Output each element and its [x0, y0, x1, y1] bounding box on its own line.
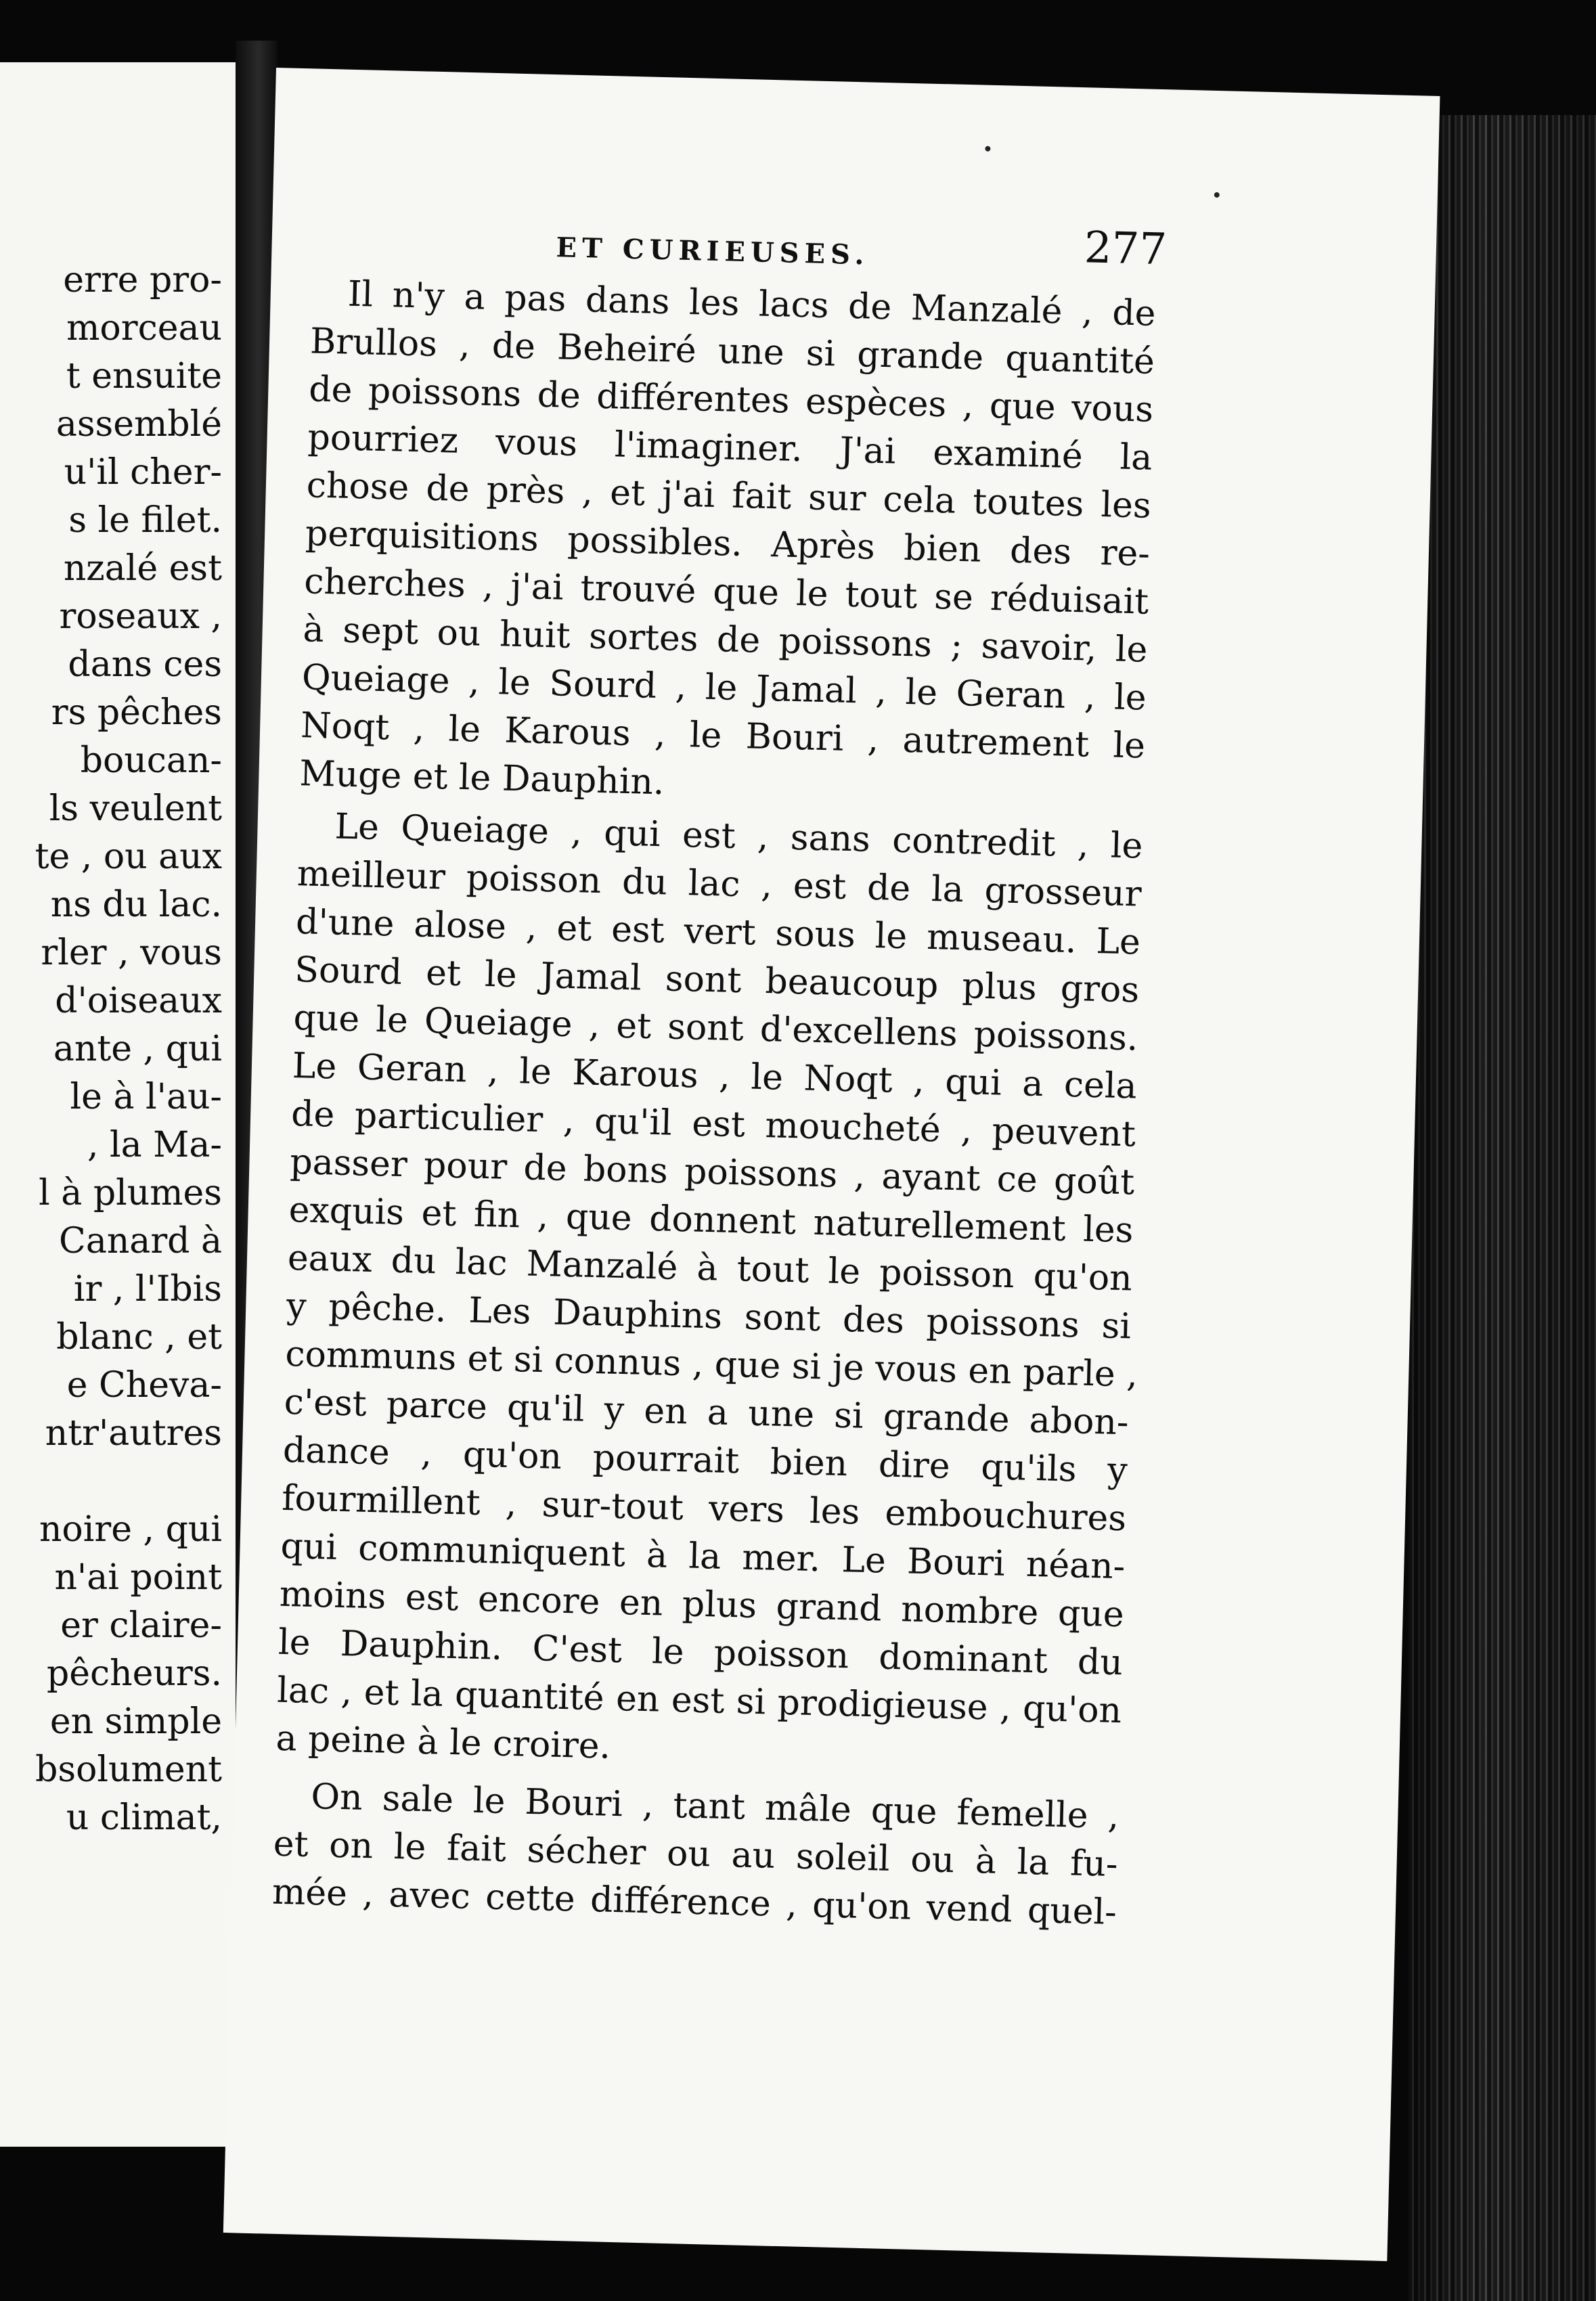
- fore-edge-shadow: [1408, 115, 1596, 2301]
- left-page-line: u climat,: [66, 1797, 222, 1838]
- right-page-line: mée , avec cette différence , qu'on vend quel-: [271, 1871, 1117, 1934]
- left-page-line: boucan-: [80, 740, 222, 781]
- left-page-line: , la Ma-: [87, 1125, 222, 1165]
- left-page-line: dans ces: [68, 644, 222, 685]
- left-page-line: ls veulent: [49, 788, 222, 829]
- right-page-line: d'une alose , et est vert sous le museau. Le: [295, 901, 1141, 963]
- right-page-line: de particulier , qu'il est moucheté , peuvent: [290, 1094, 1136, 1155]
- right-page-line: chose de près , et j'ai fait sur cela toutes les: [306, 465, 1152, 527]
- paper-speck: [1214, 192, 1220, 198]
- right-page-line: a peine à le croire.: [275, 1718, 611, 1767]
- right-page-line: y pêche. Les Dauphins sont des poissons si: [286, 1285, 1132, 1347]
- left-page-line: bsolument: [35, 1749, 222, 1790]
- right-page-line: et on le fait sécher ou au soleil ou à la fu-: [273, 1823, 1119, 1885]
- left-page: [0, 62, 244, 2147]
- right-page-line: que le Queiage , et sont d'excellens poissons.: [292, 998, 1139, 1059]
- left-page-line: ns du lac.: [50, 885, 222, 925]
- right-page-line: fourmillent , sur-tout vers les embouchures: [281, 1477, 1127, 1540]
- left-page-line: ntr'autres: [45, 1413, 222, 1454]
- right-page-line: lac , et la quantité en est si prodigieuse , qu'on: [276, 1670, 1122, 1732]
- right-page-line: eaux du lac Manzalé à tout le poisson qu'on: [287, 1237, 1133, 1299]
- left-page-line: rler , vous: [41, 933, 222, 973]
- right-page-line: perquisitions possibles. Après bien des re-: [305, 513, 1151, 575]
- left-page-line: le à l'au-: [70, 1077, 222, 1117]
- right-page-line: Il n'y a pas dans les lacs de Manzalé , de: [347, 273, 1157, 334]
- running-header: ET CURIEUSES.: [556, 231, 870, 271]
- right-page-line: Le Geran , le Karous , le Noqt , qui a cela: [292, 1046, 1138, 1107]
- left-page-line: te , ou aux: [35, 836, 222, 877]
- right-page-line: passer pour de bons poissons , ayant ce goût: [289, 1141, 1135, 1203]
- left-page-line: e Cheva-: [66, 1365, 222, 1406]
- right-page-line: Le Queiage , qui est , sans contredit , le: [334, 806, 1144, 867]
- left-page-line: Canard à: [59, 1221, 222, 1261]
- left-page-line: rs pêches: [51, 692, 222, 733]
- right-page-line: meilleur poisson du lac , est de la grosseur: [296, 853, 1143, 915]
- left-page-line: t ensuite: [66, 356, 222, 397]
- left-page-line: blanc , et: [56, 1317, 222, 1358]
- left-page-line: er claire-: [60, 1605, 222, 1646]
- left-page-line: assemblé: [56, 404, 222, 445]
- right-page-line: c'est parce qu'il y en a une si grande abon-: [284, 1381, 1130, 1444]
- left-page-line: ante , qui: [53, 1029, 222, 1069]
- left-page-line: n'ai point: [54, 1557, 222, 1598]
- right-page-line: moins est encore en plus grand nombre que: [279, 1573, 1125, 1636]
- right-page-line: exquis et fin , que donnent naturellement les: [288, 1189, 1134, 1251]
- right-page-line: Sourd et le Jamal sont beaucoup plus gros: [294, 950, 1140, 1011]
- left-page-line: pêcheurs.: [46, 1653, 222, 1694]
- left-page-line: s le filet.: [68, 500, 222, 541]
- left-page-line: en simple: [49, 1701, 222, 1742]
- right-page-line: On sale le Bouri , tant mâle que femelle ,: [310, 1777, 1120, 1837]
- right-page-line: Queiage , le Sourd , le Jamal , le Geran , le: [301, 657, 1147, 719]
- right-page-line: de poissons de différentes espèces , que vous: [308, 369, 1154, 430]
- paper-speck: [985, 146, 990, 152]
- right-page-line: qui communiquent à la mer. Le Bouri néan-: [280, 1525, 1126, 1588]
- page-number: 277: [1083, 223, 1168, 275]
- right-page-line: Brullos , de Beheiré une si grande quantité: [309, 321, 1155, 382]
- right-page: [223, 68, 1440, 2261]
- right-page-line: Noqt , le Karous , le Bouri , autrement le: [300, 705, 1146, 767]
- left-page-line: noire , qui: [39, 1509, 222, 1550]
- right-page-line: dance , qu'on pourrait bien dire qu'ils y: [282, 1429, 1128, 1492]
- left-page-line: nzalé est: [63, 548, 222, 589]
- left-page-line: ir , l'Ibis: [73, 1269, 222, 1310]
- left-page-line: erre pro-: [63, 260, 222, 300]
- right-page-line: communs et si connus , que si je vous en parle ,: [284, 1333, 1138, 1395]
- left-page-line: roseaux ,: [59, 596, 222, 637]
- right-page-line: Muge et le Dauphin.: [298, 753, 665, 803]
- left-page-line: d'oiseaux: [55, 981, 222, 1021]
- left-page-line: l à plumes: [39, 1173, 222, 1213]
- right-page-line: le Dauphin. C'est le poisson dominant du: [278, 1622, 1124, 1684]
- right-page-line: pourriez vous l'imaginer. J'ai examiné la: [307, 417, 1153, 478]
- left-page-line: morceau: [66, 308, 222, 349]
- right-page-line: cherches , j'ai trouvé que le tout se réduisait: [303, 561, 1149, 623]
- right-page-line: à sept ou huit sortes de poissons ; savoir, le: [302, 609, 1149, 671]
- left-page-line: u'il cher-: [64, 452, 222, 493]
